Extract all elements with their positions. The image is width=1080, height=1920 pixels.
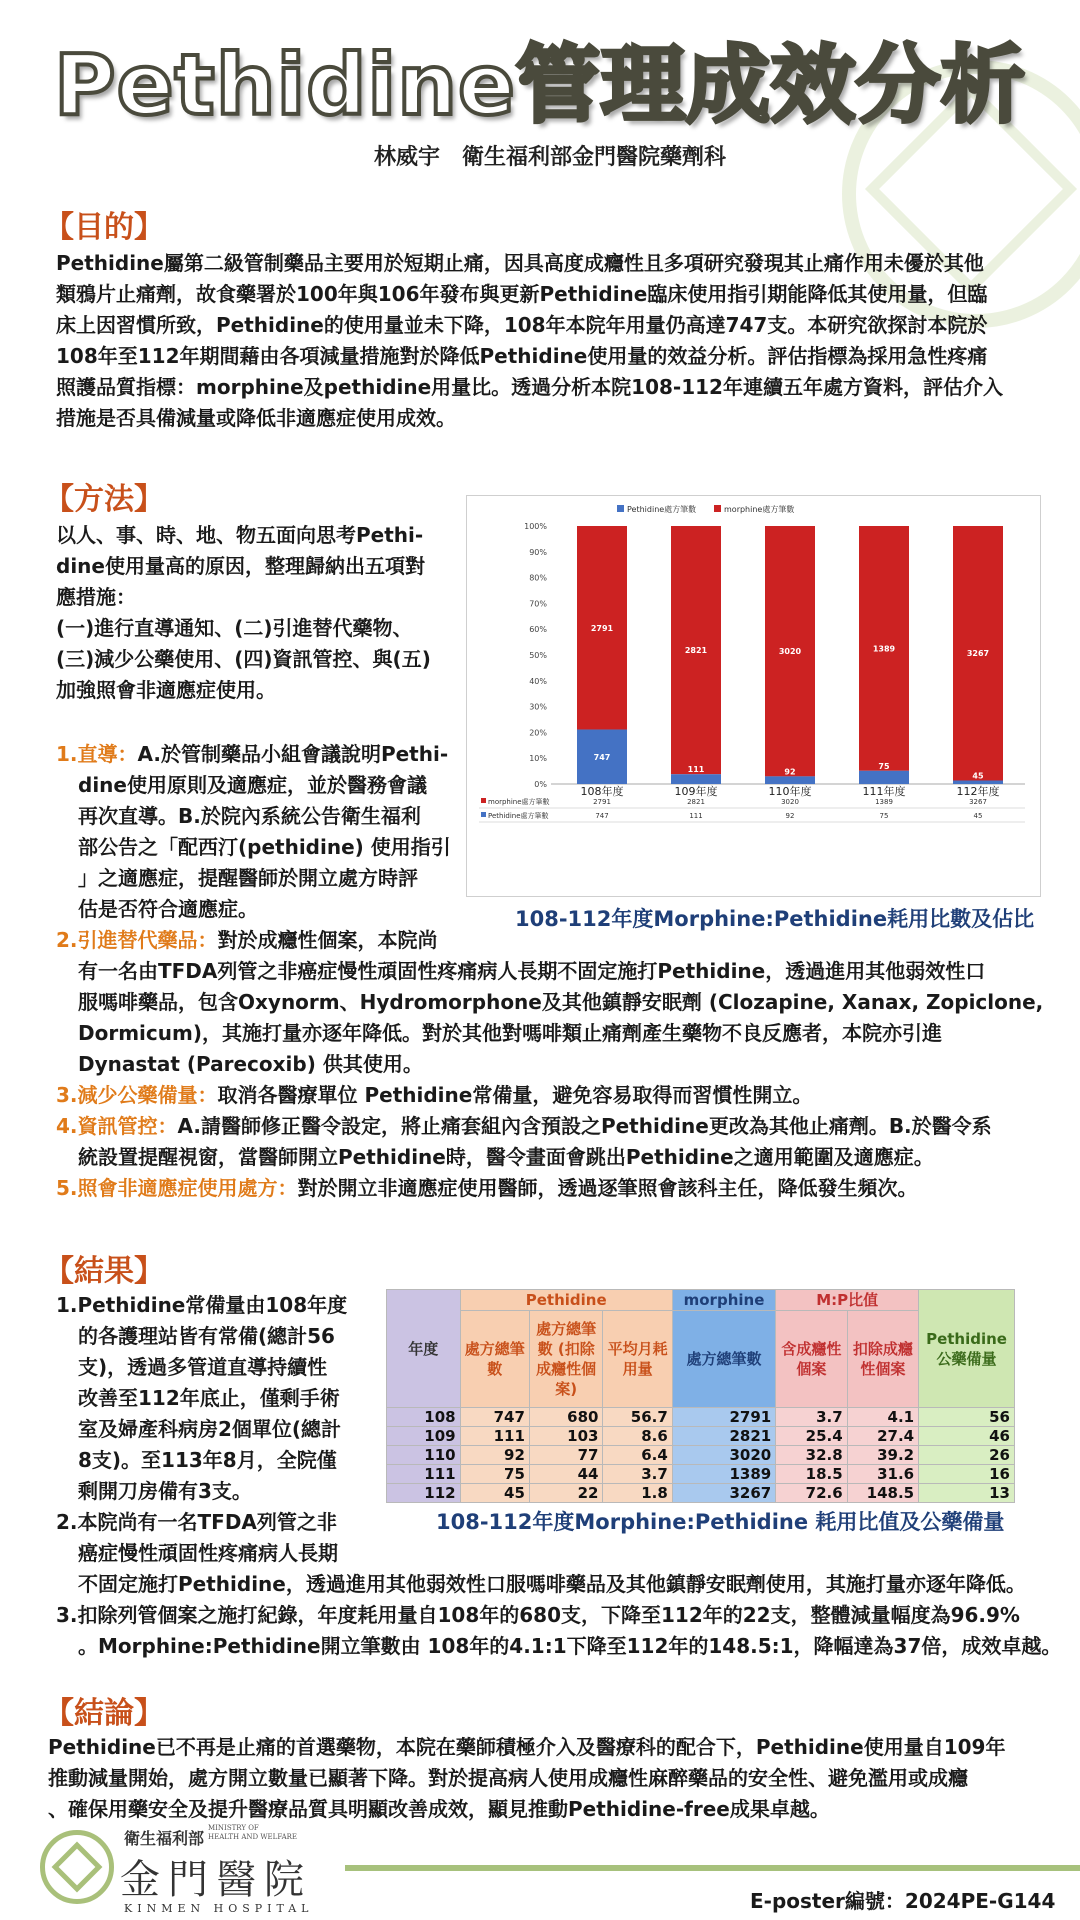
purpose-heading: 【目的】 (44, 210, 164, 245)
conclusion-heading: 【結論】 (44, 1696, 164, 1731)
method-item-1 (56, 739, 476, 925)
table-cell-p-excl: 680 (529, 1408, 603, 1427)
method-item-3-label: 3.減少公藥備量： (56, 1083, 218, 1107)
y-tick-label: 50% (529, 651, 547, 660)
x-tick-label: 112年度 (956, 785, 1000, 798)
table-cell-public: 56 (919, 1408, 1015, 1427)
y-tick-label: 90% (529, 547, 547, 557)
method-intro (56, 520, 466, 706)
conclusion-line: 推動減量開始，處方開立數量已顯著下降。對於提高病人使用成癮性麻醉藥品的安全性、避免濫用或成癮 (48, 1766, 968, 1790)
result-item-1 (56, 1290, 386, 1569)
y-tick-label: 30% (529, 702, 547, 712)
table-cell-public: 26 (919, 1446, 1015, 1465)
method-item-4-label: 4.資訊管控： (56, 1114, 178, 1138)
result-line: 的各護理站皆有常備(總計56 (78, 1324, 335, 1348)
usage-ratio-chart (466, 495, 1041, 897)
method-item-2 (56, 925, 1056, 1204)
method-item-1-line: 再次直導。B.於院內系統公告衛生福利 (78, 804, 421, 828)
table-header-p-total: 處方總筆數 (460, 1311, 529, 1408)
morphine-data-label: 2791 (590, 623, 614, 633)
table-cell-year: 110 (387, 1446, 461, 1465)
method-intro-line: 加強照會非適應症使用。 (56, 678, 276, 702)
table-row-value: 2791 (593, 798, 611, 806)
table-row-value: 3267 (969, 798, 987, 806)
author-line: 林威宇 衛生福利部金門醫院藥劑科 (373, 145, 726, 170)
purpose-line: 照護品質指標：morphine及pethidine用量比。透過分析本院108-112年連續五年處方資料，評估介入 (56, 375, 1003, 399)
table-cell-p-avg: 56.7 (603, 1408, 672, 1427)
purpose-text (56, 248, 1046, 434)
result-line: 。Morphine:Pethidine開立筆數由 108年的4.1:1下降至112年的148.5:1，降幅達為37倍，成效卓越。 (78, 1634, 1062, 1658)
method-intro-line: (三)減少公藥使用、(四)資訊管控、與(五) (56, 647, 431, 671)
table-header-m-total: 處方總筆數 (672, 1311, 775, 1408)
table-cell-m-total: 2821 (672, 1427, 775, 1446)
table-row-value: 1389 (875, 798, 893, 806)
table-row-value: 3020 (781, 798, 799, 806)
pethidine-bar (859, 771, 909, 784)
table-row-value: 92 (785, 812, 795, 820)
legend-swatch (617, 505, 624, 512)
table-cell-year: 111 (387, 1465, 461, 1484)
legend-swatch (714, 505, 721, 512)
table-header-mp-incl: 含成癮性個案 (776, 1311, 847, 1408)
hospital-logo-icon (40, 1830, 114, 1904)
table-cell-public: 16 (919, 1465, 1015, 1484)
table-header-mp: M:P比值 (776, 1290, 919, 1311)
table-cell-m-total: 2791 (672, 1408, 775, 1427)
method-item-4-first: A.請醫師修正醫令設定，將止痛套組內含預設之Pethidine更改為其他止痛劑。B.於醫令系 (177, 1114, 992, 1138)
pethidine-bar (765, 776, 815, 784)
pethidine-data-label: 111 (687, 765, 705, 775)
y-tick-label: 70% (529, 599, 547, 609)
result-item-2-3 (56, 1569, 1076, 1662)
table-row-value: 111 (689, 812, 703, 820)
result-line: 1.Pethidine常備量由108年度 (56, 1293, 348, 1317)
table-cell-p-total: 747 (460, 1408, 529, 1427)
logo-ministry-en (208, 1824, 297, 1842)
logo-ministry-en-1: MINISTRY OF (208, 1824, 259, 1832)
eposter-number: E-poster編號：2024PE-G144 (750, 1889, 1056, 1913)
table-row (387, 1427, 1015, 1446)
method-item-1-line: 部公告之「配西汀(pethidine) 使用指引 (78, 835, 451, 859)
pethidine-data-label: 92 (784, 767, 796, 777)
table-cell-mp-excl: 27.4 (847, 1427, 918, 1446)
conclusion-line: 、確保用藥安全及提升醫療品質具明顯改善成效，顯見推動Pethidine-free成果卓越。 (48, 1797, 830, 1821)
table-cell-mp-excl: 148.5 (847, 1484, 918, 1503)
table-cell-mp-excl: 31.6 (847, 1465, 918, 1484)
logo-hospital-name: 金門醫院 (120, 1857, 312, 1903)
table-row-label: Pethidine處方筆數 (488, 812, 549, 820)
purpose-line: Pethidine屬第二級管制藥品主要用於短期止痛，因具高度成癮性且多項研究發現其止痛作用未優於其他 (56, 251, 984, 275)
result-line: 剩開刀房備有3支。 (78, 1479, 252, 1503)
table-row-value: 75 (879, 812, 889, 820)
morphine-data-label: 3267 (966, 649, 990, 659)
table-cell-mp-incl: 32.8 (776, 1446, 847, 1465)
pethidine-data-label: 747 (593, 752, 611, 762)
method-item-1-line: dine使用原則及適應症，並於醫務會議 (78, 773, 427, 797)
x-tick-label: 109年度 (674, 785, 718, 798)
pethidine-bar (953, 780, 1003, 784)
table-row (387, 1408, 1015, 1427)
result-line: 2.本院尚有一名TFDA列管之非 (56, 1510, 337, 1534)
table-row-value: 747 (595, 812, 609, 820)
method-intro-line: 應措施： (56, 585, 136, 609)
y-tick-label: 100% (524, 522, 547, 531)
result-line: 支)，透過多管道直導持續性 (78, 1355, 328, 1379)
table-cell-m-total: 3267 (672, 1484, 775, 1503)
table-cell-p-excl: 44 (529, 1465, 603, 1484)
method-item-2-line: Dormicum)，其施打量亦逐年降低。對於其他對嗎啡類止痛劑產生藥物不良反應者，本院亦引進 (78, 1021, 942, 1045)
table-cell-p-avg: 3.7 (603, 1465, 672, 1484)
y-tick-label: 10% (529, 754, 547, 764)
morphine-data-label: 2821 (684, 646, 708, 656)
result-line: 改善至112年底止，僅剩手術 (78, 1386, 340, 1410)
x-tick-label: 108年度 (580, 785, 624, 798)
table-cell-year: 109 (387, 1427, 461, 1446)
table-cell-p-total: 45 (460, 1484, 529, 1503)
table-header-public: Pethidine公藥備量 (919, 1290, 1015, 1408)
table-cell-year: 112 (387, 1484, 461, 1503)
method-item-2-line: Dynastat (Parecoxib) 供其使用。 (78, 1052, 423, 1076)
method-item-5-label: 5.照會非適應症使用處方： (56, 1176, 298, 1200)
method-intro-line: 以人、事、時、地、物五面向思考Pethi- (56, 523, 424, 547)
logo-hospital-en: KINMEN HOSPITAL (124, 1902, 314, 1915)
result-line: 室及婦產科病房2個單位(總計 (78, 1417, 342, 1441)
y-tick-label: 80% (529, 573, 547, 583)
pethidine-bar (671, 774, 721, 784)
table-row (387, 1484, 1015, 1503)
table-row-swatch (481, 812, 486, 817)
table-header-mp-excl: 扣除成癮性個案 (847, 1311, 918, 1408)
table-header-morphine: morphine (672, 1290, 775, 1311)
table-header-pethidine: Pethidine (460, 1290, 672, 1311)
y-tick-label: 40% (529, 676, 547, 686)
table-cell-m-total: 1389 (672, 1465, 775, 1484)
table-cell-p-total: 111 (460, 1427, 529, 1446)
method-item-1-line: A.於管制藥品小組會議說明Pethi- (137, 742, 449, 766)
method-intro-line: (一)進行直導通知、(二)引進替代藥物、 (56, 616, 413, 640)
table-cell-public: 13 (919, 1484, 1015, 1503)
chart-svg (467, 496, 1040, 896)
table-cell-p-total: 92 (460, 1446, 529, 1465)
y-tick-label: 0% (534, 780, 547, 789)
method-item-3-text: 取消各醫療單位 Pethidine常備量，避免容易取得而習慣性開立。 (217, 1083, 813, 1107)
method-item-2-first: 對於成癮性個案，本院尚 (217, 928, 438, 952)
table-row-value: 45 (973, 812, 983, 820)
logo-ministry: 衛生福利部 (124, 1829, 205, 1848)
table-cell-p-avg: 8.6 (603, 1427, 672, 1446)
legend-label: Pethidine處方筆數 (627, 505, 697, 514)
table-header-year: 年度 (387, 1290, 461, 1408)
x-tick-label: 110年度 (768, 785, 812, 798)
usage-table (386, 1289, 1015, 1503)
result-line: 癌症慢性頑固性疼痛病人長期 (78, 1541, 338, 1565)
y-tick-label: 20% (529, 728, 547, 738)
result-heading: 【結果】 (44, 1254, 164, 1289)
table-cell-mp-incl: 25.4 (776, 1427, 847, 1446)
table-cell-public: 46 (919, 1427, 1015, 1446)
method-item-1-line: 」之適應症，提醒醫師於開立處方時評 (78, 866, 418, 890)
table-cell-mp-excl: 39.2 (847, 1446, 918, 1465)
table-row (387, 1465, 1015, 1484)
method-heading: 【方法】 (44, 482, 164, 517)
table-cell-mp-incl: 18.5 (776, 1465, 847, 1484)
table-header-p-excl: 處方總筆數 (扣除成癮性個案) (529, 1311, 603, 1408)
table-cell-mp-incl: 72.6 (776, 1484, 847, 1503)
table-row-swatch (481, 798, 486, 803)
table-cell-m-total: 3020 (672, 1446, 775, 1465)
y-tick-label: 60% (529, 625, 547, 635)
method-intro-line: dine使用量高的原因，整理歸納出五項對 (56, 554, 425, 578)
result-line: 8支)。至113年8月，全院僅 (78, 1448, 337, 1472)
purpose-line: 措施是否具備減量或降低非適應症使用成效。 (56, 406, 456, 430)
x-tick-label: 111年度 (862, 785, 906, 798)
method-item-4-second: 統設置提醒視窗，當醫師開立Pethidine時，醫令畫面會跳出Pethidine之適用範圍及適應症。 (78, 1145, 934, 1169)
table-cell-mp-excl: 4.1 (847, 1408, 918, 1427)
footer-divider (345, 1865, 1080, 1871)
table-cell-p-total: 75 (460, 1465, 529, 1484)
table-cell-p-avg: 1.8 (603, 1484, 672, 1503)
purpose-line: 床上因習慣所致，Pethidine的使用量並未下降，108年本院年用量仍高達747支。本研究欲探討本院於 (56, 313, 988, 337)
table-cell-p-excl: 77 (529, 1446, 603, 1465)
logo-ministry-en-2: HEALTH AND WELFARE (208, 1833, 298, 1841)
method-item-2-line: 有一名由TFDA列管之非癌症慢性頑固性疼痛病人長期不固定施打Pethidine，透過進用其他弱效性口 (78, 959, 986, 983)
chart-caption: 108-112年度Morphine:Pethidine耗用比數及佔比 (515, 907, 1035, 931)
method-item-2-label: 2.引進替代藥品： (56, 928, 218, 952)
table-caption: 108-112年度Morphine:Pethidine 耗用比值及公藥備量 (436, 1510, 1005, 1534)
pethidine-data-label: 75 (878, 761, 890, 771)
table-row-value: 2821 (687, 798, 705, 806)
pethidine-data-label: 45 (972, 771, 984, 781)
purpose-line: 類鴉片止痛劑，故食藥署於100年與106年發布與更新Pethidine臨床使用指引期能降低其使用量，但臨 (56, 282, 988, 306)
method-item-5-text: 對於開立非適應症使用醫師，透過逐筆照會該科主任，降低發生頻次。 (297, 1176, 918, 1200)
method-item-2-line: 服嗎啡藥品，包含Oxynorm、Hydromorphone及其他鎮靜安眠劑 (Clozapine, Xanax, Zopiclone, (78, 990, 1044, 1014)
morphine-data-label: 1389 (872, 644, 896, 654)
table-cell-p-excl: 103 (529, 1427, 603, 1446)
purpose-line: 108年至112年期間藉由各項減量措施對於降低Pethidine使用量的效益分析。評估指標為採用急性疼痛 (56, 344, 988, 368)
poster-title: Pethidine管理成效分析 (54, 36, 1026, 134)
table-cell-mp-incl: 3.7 (776, 1408, 847, 1427)
conclusion-text (48, 1732, 1068, 1825)
table-header-p-avg: 平均月耗用量 (603, 1311, 672, 1408)
result-line: 3.扣除列管個案之施打紀錄，年度耗用量自108年的680支，下降至112年的22支，整體減量幅度為96.9% (56, 1603, 1020, 1627)
table-row (387, 1446, 1015, 1465)
method-item-1-line: 估是否符合適應症。 (78, 897, 258, 921)
morphine-data-label: 3020 (778, 647, 802, 657)
table-cell-p-excl: 22 (529, 1484, 603, 1503)
method-item-1-label: 1.直導： (56, 742, 138, 766)
table-row-label: morphine處方筆數 (488, 798, 550, 806)
legend-label: morphine處方筆數 (724, 505, 795, 514)
conclusion-line: Pethidine已不再是止痛的首選藥物，本院在藥師積極介入及醫療科的配合下，Pethidine使用量自109年 (48, 1735, 1006, 1759)
result-line: 不固定施打Pethidine，透過進用其他弱效性口服嗎啡藥品及其他鎮靜安眠劑使用，其施打量亦逐年降低。 (78, 1572, 1026, 1596)
table-cell-year: 108 (387, 1408, 461, 1427)
table-cell-p-avg: 6.4 (603, 1446, 672, 1465)
